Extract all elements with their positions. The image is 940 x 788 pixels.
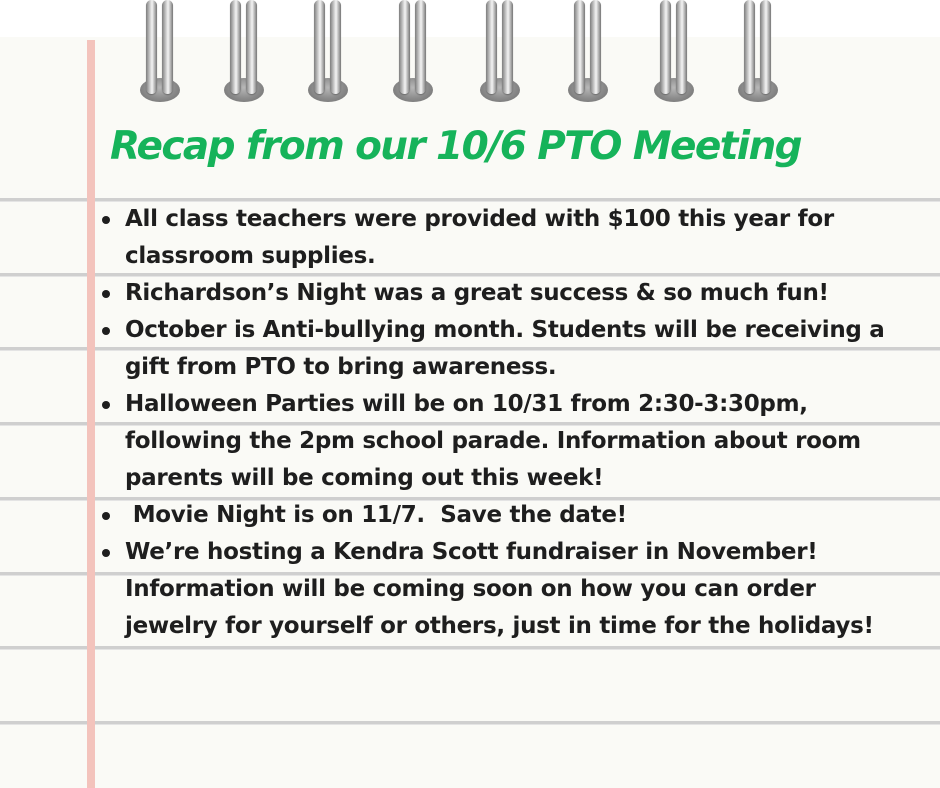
spiral-ring-icon bbox=[652, 0, 696, 104]
list-item bbox=[96, 201, 886, 275]
list-item-text: All class teachers were provided with $100 this year for classroom supplies. bbox=[125, 206, 834, 269]
margin-line bbox=[87, 40, 95, 788]
spiral-ring-icon bbox=[478, 0, 522, 104]
list-item-text: Halloween Parties will be on 10/31 from 2:30-3:30pm, following the 2pm school parade. Information about room parents will be coming out this week! bbox=[125, 391, 861, 491]
list-item bbox=[96, 386, 886, 497]
bullet-icon bbox=[102, 401, 110, 409]
list-item-text: We’re hosting a Kendra Scott fundraiser in November! Information will be coming soon on how you can order jewelry for yourself or others, just in time for the holidays! bbox=[125, 539, 874, 639]
list-item bbox=[96, 275, 886, 312]
ruled-line bbox=[0, 646, 940, 650]
bullet-icon bbox=[102, 549, 110, 557]
bullet-icon bbox=[102, 290, 110, 298]
spiral-ring-icon bbox=[391, 0, 435, 104]
spiral-ring-icon bbox=[138, 0, 182, 104]
list-item-text: October is Anti-bullying month. Students will be receiving a gift from PTO to bring awareness. bbox=[125, 317, 885, 380]
list-item bbox=[96, 497, 886, 534]
bullet-icon bbox=[102, 216, 110, 224]
spiral-ring-icon bbox=[736, 0, 780, 104]
bullet-icon bbox=[102, 327, 110, 335]
page-title: Recap from our 10/6 PTO Meeting bbox=[110, 124, 802, 169]
ruled-line bbox=[0, 721, 940, 725]
spiral-ring-icon bbox=[306, 0, 350, 104]
recap-list bbox=[96, 201, 886, 645]
spiral-ring-icon bbox=[222, 0, 266, 104]
list-item bbox=[96, 534, 886, 645]
list-item-text: Richardson’s Night was a great success & so much fun! bbox=[125, 280, 829, 306]
bullet-icon bbox=[102, 512, 110, 520]
list-item bbox=[96, 312, 886, 386]
list-item-text: Movie Night is on 11/7. Save the date! bbox=[125, 502, 627, 528]
spiral-ring-icon bbox=[566, 0, 610, 104]
